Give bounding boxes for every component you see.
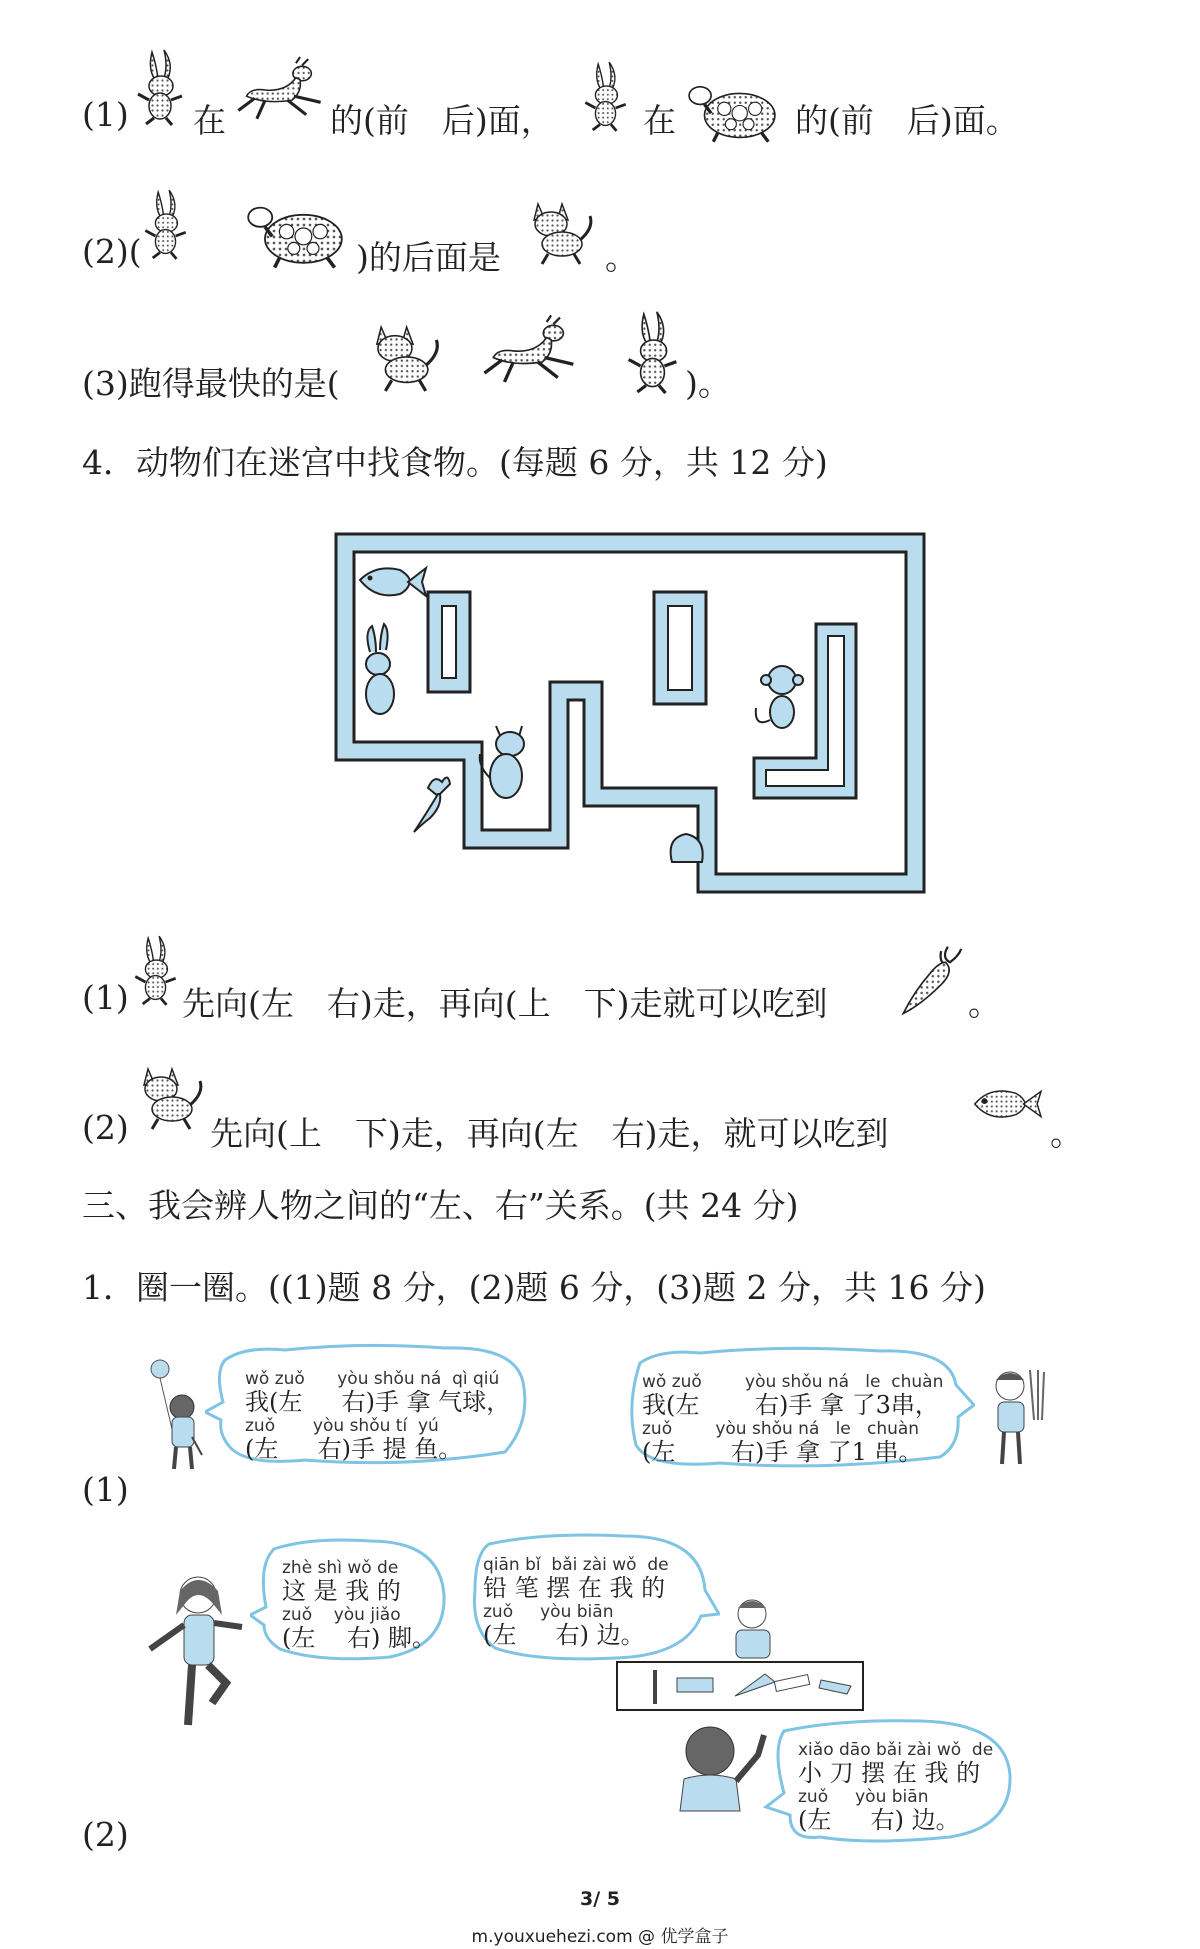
bubble2-pinyin-1: wǒ zuǒ yòu shǒu ná le chuàn [642,1372,944,1392]
section3-q1-title: 1．圈一圈。((1)题 8 分，(2)题 6 分，(3)题 2 分，共 16 分) [82,1268,986,1307]
bubble2-pinyin-2: zuǒ yòu shǒu ná le chuàn [642,1419,920,1439]
q3-line3-end: )。 [685,364,731,403]
maze [330,528,930,898]
q4-sub1-end: 。 [968,984,1001,1023]
cat-icon [362,318,447,398]
q3-line3-text: (3)跑得最快的是( [82,364,340,403]
q3-line1-zai2: 在 [643,101,676,140]
deer-icon [480,306,580,398]
bubble4-text-1: 铅 笔 摆 在 我 的 [483,1574,666,1602]
bubble1-text-2: (左 右)手 提 鱼。 [245,1435,463,1463]
bubble3-pinyin-2: zuǒ yòu jiǎo [282,1605,401,1625]
bubble4-pinyin-2: zuǒ yòu biān [483,1602,614,1622]
turtle-icon [240,198,350,270]
speech-bubble-4 [465,1530,720,1665]
site-watermark: m.youxuehezi.com @ 优学盒子 [471,1927,729,1947]
bubble1-pinyin-1: wǒ zuǒ yòu shǒu ná qì qiú [245,1369,500,1389]
carrot-icon [895,940,965,1018]
rabbit-icon [130,48,190,128]
bubble4-text-2: (左 右) 边。 [483,1621,645,1649]
desk-with-stationery [615,1660,865,1715]
q3-line1-num: (1) [82,95,129,134]
rabbit-icon [578,58,633,136]
q4-sub2-num: (2) [82,1108,129,1147]
q4-title: 4．动物们在迷宫中找食物。(每题 6 分，共 12 分) [82,443,828,482]
bubble3-text-1: 这 是 我 的 [282,1577,401,1605]
q4-sub1-num: (1) [82,978,129,1017]
q4-sub1-text: 先向(左 右)走，再向(上 下)走就可以吃到 [182,984,828,1023]
bubble5-pinyin-2: zuǒ yòu biān [798,1787,929,1807]
maze-carrot-icon [414,777,450,832]
q3-line2-num: (2)( [82,232,142,271]
q3-line-1 [82,95,129,134]
q3-line2-end: 。 [605,238,638,277]
label-2: (2) [82,1815,129,1854]
cat-icon [130,1058,210,1138]
q4-sub2-text: 先向(上 下)走，再向(左 右)走，就可以吃到 [210,1114,889,1153]
bubble3-pinyin-1: zhè shì wǒ de [282,1558,399,1578]
bubble3-text-2: (左 右) 脚。 [282,1624,436,1652]
rabbit-icon [620,308,685,398]
girl-raising-foot [140,1565,260,1735]
bubble4-pinyin-1: qiān bǐ bǎi zài wǒ de [483,1555,669,1575]
deer-icon [233,55,328,127]
bubble1-text-1: 我(左 右)手 拿 气球， [245,1388,511,1416]
speech-bubble-3 [250,1535,450,1665]
bubble2-text-1: 我(左 右)手 拿 了3串， [642,1391,939,1419]
speech-bubble-5 [760,1715,1020,1845]
bubble5-text-2: (左 右) 边。 [798,1806,960,1834]
fish-icon [965,1078,1043,1130]
q3-line1-opt1: 的(前 后)面， [330,101,554,140]
girl-at-desk [718,1592,788,1662]
bubble1-pinyin-2: zuǒ yòu shǒu tí yú [245,1416,439,1436]
speech-bubble-2 [620,1345,975,1475]
q4-sub2-end: 。 [1050,1114,1083,1153]
bubble5-text-1: 小 刀 摆 在 我 的 [798,1759,981,1787]
section3-title: 三、我会辨人物之间的“左、右”关系。(共 24 分) [82,1186,799,1225]
q3-line1-zai1: 在 [193,101,226,140]
bubble2-text-2: (左 右)手 拿 了1 串。 [642,1438,923,1466]
cat-icon [520,194,600,272]
rabbit-icon [128,930,183,1012]
q3-line1-opt2: 的(前 后)面。 [795,101,1019,140]
page-number: 3/ 5 [580,1888,620,1910]
bubble5-pinyin-1: xiǎo dāo bǎi zài wǒ de [798,1740,994,1760]
q3-line2-text: )的后面是 [356,238,501,277]
label-1: (1) [82,1470,129,1509]
girl-with-balloon [148,1355,208,1475]
speech-bubble-1 [205,1342,535,1472]
turtle-icon [682,78,782,144]
rabbit-icon [138,180,193,270]
